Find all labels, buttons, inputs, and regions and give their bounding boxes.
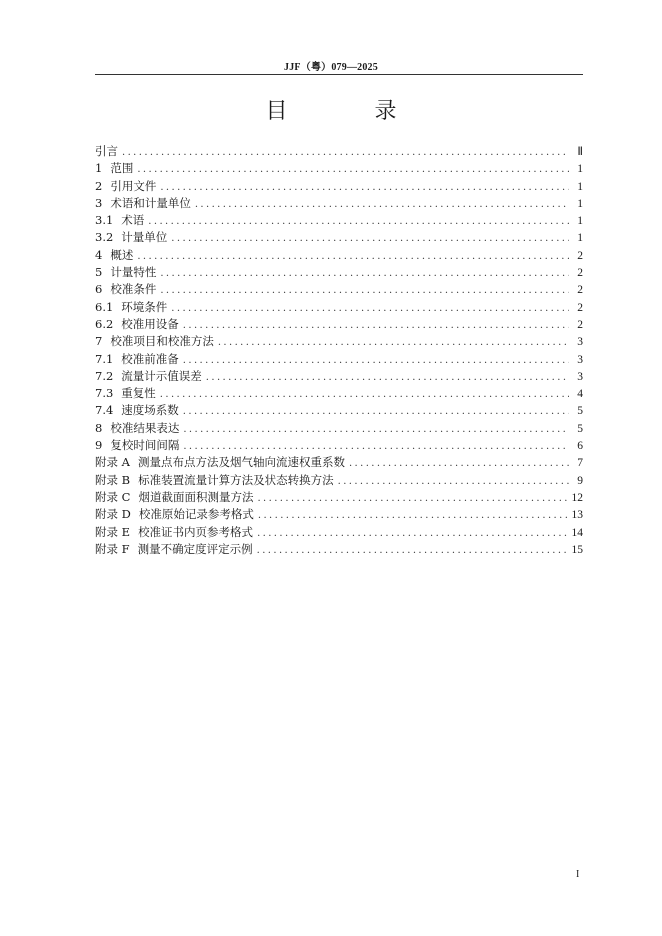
toc-entry-title: 环境条件	[121, 299, 168, 314]
toc-entry[interactable]	[95, 160, 583, 177]
toc-entry-number: 1	[95, 161, 103, 176]
toc-entry-label	[95, 264, 156, 281]
toc-entry[interactable]	[95, 229, 583, 246]
toc-entry-label	[95, 143, 118, 160]
toc-entry-title: 烟道截面面积测量方法	[138, 489, 254, 504]
toc-entry-number: 7.2	[95, 368, 114, 383]
toc-entry-page: 5	[577, 422, 583, 435]
toc-entry-title: 测量不确定度评定示例	[137, 541, 253, 556]
toc-entry-title: 校准前准备	[121, 351, 179, 366]
page-title: 目 录	[265, 99, 437, 124]
toc-entry[interactable]	[95, 489, 583, 506]
toc-entry-page: 2	[577, 318, 583, 331]
toc-leader-dots	[257, 542, 568, 558]
toc-entry-number: 3	[95, 195, 103, 210]
toc-entry-label	[95, 160, 133, 177]
toc-entry-number: 8	[95, 420, 103, 435]
toc-leader-dots	[160, 282, 569, 298]
toc-leader-dots	[160, 386, 569, 402]
toc-entry-label	[95, 541, 253, 558]
toc-entry-title: 校准用设备	[121, 316, 179, 331]
toc-entry-number: 7.4	[95, 403, 114, 418]
toc-entry-label	[95, 299, 167, 316]
toc-entry-number: 6.1	[95, 299, 114, 314]
toc-entry-number: 附录 E	[95, 524, 131, 539]
toc-entry-title: 测量点布点方法及烟气轴向流速权重系数	[137, 455, 345, 470]
header-rule	[95, 74, 583, 75]
toc-entry-number: 5	[95, 265, 103, 280]
toc-entry-page: 6	[577, 440, 583, 453]
toc-entry-number: 附录 B	[95, 472, 131, 487]
document-code-header: JJF（粤）079—2025	[284, 62, 378, 73]
toc-entry-page: 13	[571, 509, 583, 522]
toc-entry-title: 重复性	[121, 386, 156, 401]
toc-entry-page: Ⅱ	[577, 146, 583, 158]
toc-entry[interactable]	[95, 402, 583, 419]
toc-entry-page: 1	[577, 180, 583, 193]
toc-entry[interactable]	[95, 368, 583, 385]
toc-entry-label	[95, 333, 214, 350]
toc-entry-page: 3	[577, 353, 583, 366]
toc-entry-title: 概述	[110, 247, 134, 262]
toc-entry[interactable]	[95, 437, 583, 454]
toc-leader-dots	[338, 473, 569, 489]
toc-leader-dots	[183, 352, 569, 368]
toc-entry-title: 速度场系数	[121, 403, 179, 418]
toc-leader-dots	[218, 334, 569, 350]
table-of-contents	[95, 143, 583, 558]
toc-leader-dots	[148, 213, 569, 229]
toc-leader-dots	[183, 438, 569, 454]
toc-entry-number: 附录 A	[95, 455, 130, 470]
toc-entry[interactable]	[95, 420, 583, 437]
toc-entry-title: 术语	[121, 213, 145, 228]
toc-entry-label	[95, 454, 345, 471]
toc-entry-page: 3	[577, 336, 583, 349]
toc-entry[interactable]	[95, 333, 583, 350]
toc-entry-label	[95, 368, 202, 385]
toc-leader-dots	[137, 161, 569, 177]
toc-entry-label	[95, 281, 156, 298]
toc-entry-label	[95, 212, 144, 229]
toc-entry[interactable]	[95, 178, 583, 195]
toc-entry-number: 2	[95, 178, 103, 193]
toc-leader-dots	[137, 248, 569, 264]
toc-entry[interactable]	[95, 264, 583, 281]
toc-entry-page: 2	[577, 249, 583, 262]
toc-leader-dots	[195, 196, 569, 212]
toc-entry-number: 7	[95, 334, 103, 349]
toc-entry-label	[95, 420, 179, 437]
toc-entry-number: 附录 C	[95, 489, 131, 504]
toc-entry-title: 引用文件	[110, 178, 157, 193]
toc-entry-number: 6.2	[95, 316, 114, 331]
toc-entry-title: 范围	[110, 161, 134, 176]
toc-leader-dots	[183, 317, 569, 333]
toc-entry-page: 15	[571, 543, 583, 556]
toc-entry-page: 2	[577, 284, 583, 297]
toc-entry-title: 校准项目和校准方法	[110, 334, 214, 349]
toc-entry-page: 12	[571, 491, 583, 504]
toc-entry[interactable]	[95, 472, 583, 489]
toc-entry-label	[95, 472, 334, 489]
toc-entry-title: 术语和计量单位	[110, 195, 191, 210]
toc-entry-number: 附录 D	[95, 507, 131, 522]
toc-entry-page: 7	[577, 457, 583, 470]
toc-entry-label	[95, 229, 167, 246]
toc-entry[interactable]	[95, 351, 583, 368]
toc-entry-title: 计量特性	[110, 265, 157, 280]
page-number: I	[576, 869, 580, 880]
toc-entry-label	[95, 524, 253, 541]
toc-entry-page: 14	[571, 526, 583, 539]
toc-entry-number: 4	[95, 247, 103, 262]
toc-entry-label	[95, 437, 179, 454]
toc-entry[interactable]	[95, 299, 583, 316]
toc-leader-dots	[171, 230, 569, 246]
toc-leader-dots	[257, 525, 567, 541]
toc-entry-number: 9	[95, 438, 103, 453]
toc-entry[interactable]	[95, 316, 583, 333]
toc-leader-dots	[160, 265, 569, 281]
toc-leader-dots	[171, 300, 569, 316]
toc-entry-label	[95, 385, 156, 402]
toc-entry[interactable]	[95, 506, 583, 523]
toc-entry[interactable]	[95, 454, 583, 471]
toc-leader-dots	[122, 144, 569, 160]
toc-entry-label	[95, 316, 179, 333]
toc-entry[interactable]	[95, 143, 583, 160]
toc-entry-title: 标准装置流量计算方法及状态转换方法	[138, 472, 334, 487]
toc-entry-page: 3	[577, 370, 583, 383]
toc-leader-dots	[183, 421, 569, 437]
toc-entry[interactable]	[95, 212, 583, 229]
toc-entry-number: 7.3	[95, 386, 114, 401]
toc-entry-label	[95, 489, 253, 506]
toc-entry-page: 5	[577, 405, 583, 418]
toc-entry-number: 3.1	[95, 213, 114, 228]
toc-entry-page: 4	[577, 388, 583, 401]
toc-entry-label	[95, 506, 254, 523]
toc-entry-label	[95, 178, 156, 195]
toc-entry-title: 校准结果表达	[110, 420, 180, 435]
toc-entry-number: 7.1	[95, 351, 114, 366]
toc-entry-number: 附录 F	[95, 541, 130, 556]
toc-entry-title: 引言	[95, 144, 118, 158]
toc-entry-number: 6	[95, 282, 103, 297]
toc-entry[interactable]	[95, 195, 583, 212]
toc-entry-title: 校准原始记录参考格式	[138, 507, 254, 522]
toc-entry[interactable]	[95, 541, 583, 558]
toc-entry-label	[95, 402, 179, 419]
toc-leader-dots	[206, 369, 569, 385]
toc-entry-number: 3.2	[95, 230, 114, 245]
toc-entry-label	[95, 351, 179, 368]
toc-entry-page: 1	[577, 215, 583, 228]
toc-entry-label	[95, 195, 191, 212]
toc-entry[interactable]	[95, 247, 583, 264]
toc-entry-title: 流量计示值误差	[121, 368, 202, 383]
toc-entry[interactable]	[95, 281, 583, 298]
toc-entry-title: 复校时间间隔	[110, 438, 180, 453]
toc-entry[interactable]	[95, 524, 583, 541]
toc-entry-page: 1	[577, 163, 583, 176]
toc-leader-dots	[183, 403, 569, 419]
toc-entry-title: 计量单位	[121, 230, 168, 245]
toc-entry-page: 1	[577, 232, 583, 245]
toc-entry-page: 1	[577, 197, 583, 210]
toc-leader-dots	[160, 179, 569, 195]
toc-leader-dots	[258, 507, 568, 523]
toc-entry-label	[95, 247, 133, 264]
toc-entry-page: 2	[577, 301, 583, 314]
toc-entry-page: 9	[577, 474, 583, 487]
toc-entry-title: 校准证书内页参考格式	[138, 524, 254, 539]
toc-entry[interactable]	[95, 385, 583, 402]
toc-leader-dots	[349, 455, 569, 471]
toc-entry-title: 校准条件	[110, 282, 157, 297]
toc-entry-page: 2	[577, 267, 583, 280]
toc-leader-dots	[257, 490, 567, 506]
